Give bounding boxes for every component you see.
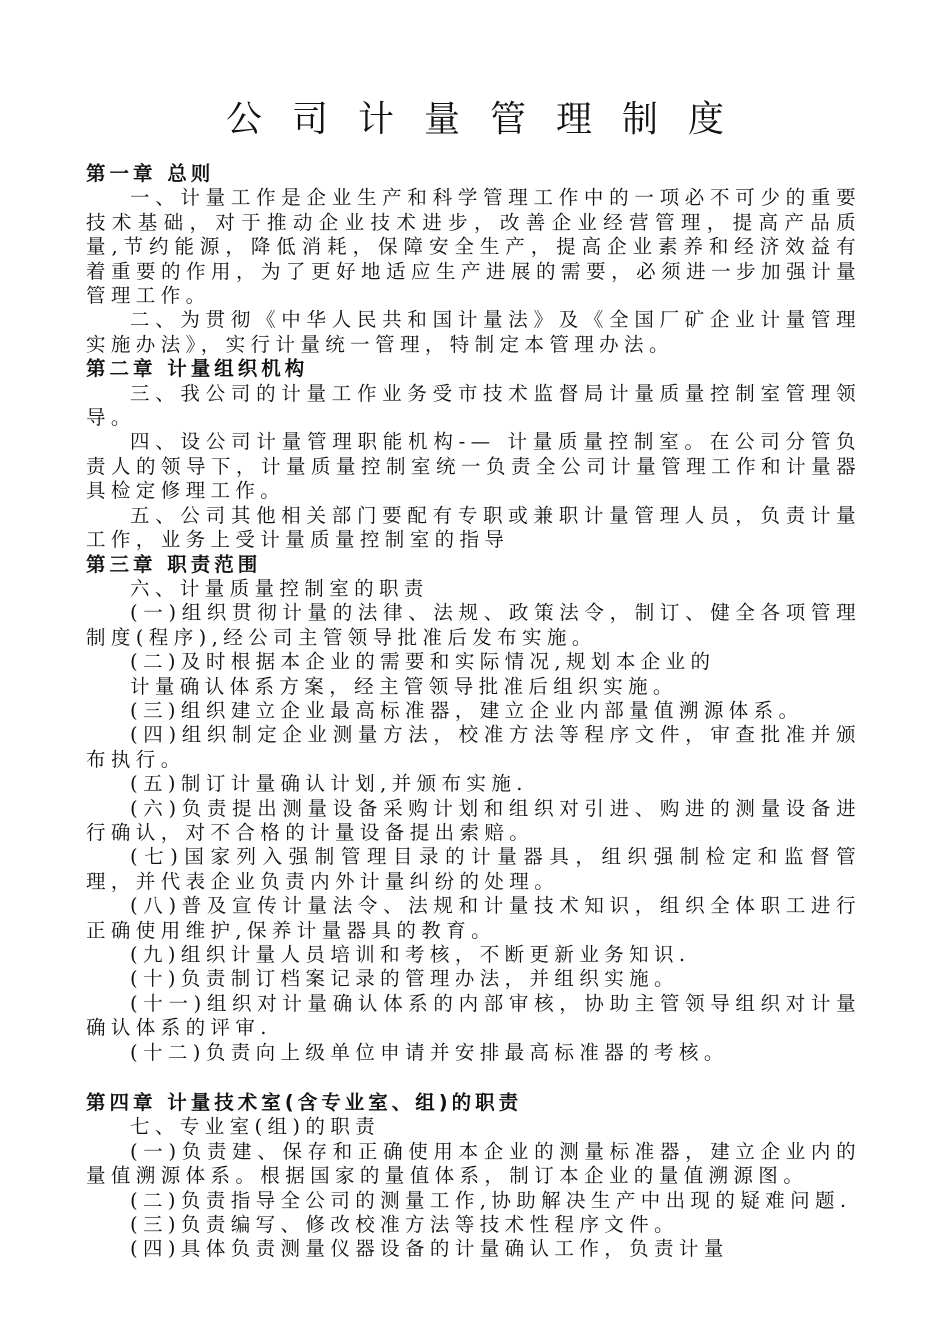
list-item: (十二)负责向上级单位申请并安排最高标准器的考核。: [130, 1040, 729, 1064]
list-item: (一)组织贯彻计量的法律、法规、政策法令，制订、健全各项管理制度(程序),经公司主管领导批准后发布实施。: [86, 601, 861, 649]
article-paragraph: 二、为贯彻《中华人民共和国计量法》及《全国厂矿企业计量管理实施办法》，实行计量统一管理，特制定本管理办法。: [86, 308, 861, 356]
chapter-heading: 第二章 计量组织机构: [86, 357, 309, 381]
list-item: (三)组织建立企业最高标准器，建立企业内部量值溯源体系。: [130, 698, 804, 722]
document-body: [86, 162, 861, 1262]
document-title: 公司计量管理制度: [225, 99, 754, 140]
list-item: (二)及时根据本企业的需要和实际情况,规划本企业的: [130, 650, 716, 674]
article-paragraph: 三、我公司的计量工作业务受市技术监督局计量质量控制室管理领导。: [86, 381, 861, 430]
list-item: (一)负责建、保存和正确使用本企业的测量标准器，建立企业内的量值溯源体系。根据国家的量值体系，制订本企业的量值溯源图。: [86, 1139, 861, 1188]
list-item: (十一)组织对计量确认体系的内部审核，协助主管领导组织对计量确认体系的评审.: [86, 991, 861, 1040]
article-paragraph: 七、专业室(组)的职责: [130, 1115, 381, 1139]
article-paragraph: 一、计量工作是企业生产和科学管理工作中的一项必不可少的重要技术基础，对于推动企业技术进步，改善企业经营管理，提高产品质量,节约能源，降低消耗，保障安全生产，提高企业素养和经济效益有着重要的作用，为了更好地适应生产进展的需要，必须进一步加强计量管理工作。: [86, 186, 861, 308]
chapter-heading: 第一章 总则: [86, 162, 215, 185]
article-paragraph: 五、公司其他相关部门要配有专职或兼职计量管理人员，负责计量工作，业务上受计量质量控制室的指导: [86, 503, 861, 552]
list-item: (四)具体负责测量仪器设备的计量确认工作，负责计量: [130, 1237, 729, 1261]
list-item: (六)负责提出测量设备采购计划和组织对引进、购进的测量设备进行确认，对不合格的计量设备提出索赔。: [86, 796, 861, 844]
list-item: (三)负责编写、修改校准方法等技术性程序文件。: [130, 1213, 679, 1237]
list-item: 计量确认体系方案，经主管领导批准后组织实施。: [130, 674, 678, 698]
list-item: (四)组织制定企业测量方法，校准方法等程序文件，审查批准并颁布执行。: [86, 723, 861, 771]
article-paragraph: 六、计量质量控制室的职责: [130, 576, 429, 600]
list-item: (二)负责指导全公司的测量工作,协助解决生产中出现的疑难问题.: [130, 1188, 852, 1212]
list-item: (五)制订计量确认计划,并颁布实施.: [130, 772, 528, 796]
chapter-heading: 第四章 计量技术室(含专业室、组)的职责: [86, 1091, 523, 1115]
list-item: (八)普及宣传计量法令、法规和计量技术知识，组织全体职工进行正确使用维护,保养计量器具的教育。: [86, 894, 861, 942]
list-item: (九)组织计量人员培训和考核，不断更新业务知识.: [130, 943, 691, 966]
article-paragraph: 四、设公司计量管理职能机构-— 计量质量控制室。在公司分管负责人的领导下，计量质量控制室统一负责全公司计量管理工作和计量器具检定修理工作。: [86, 430, 861, 503]
chapter-heading: 第三章 职责范围: [86, 552, 262, 576]
list-item: (十)负责制订档案记录的管理办法，并组织实施。: [130, 967, 679, 991]
list-item: (七)国家列入强制管理目录的计量器具，组织强制检定和监督管理，并代表企业负责内外计量纠纷的处理。: [86, 845, 861, 893]
